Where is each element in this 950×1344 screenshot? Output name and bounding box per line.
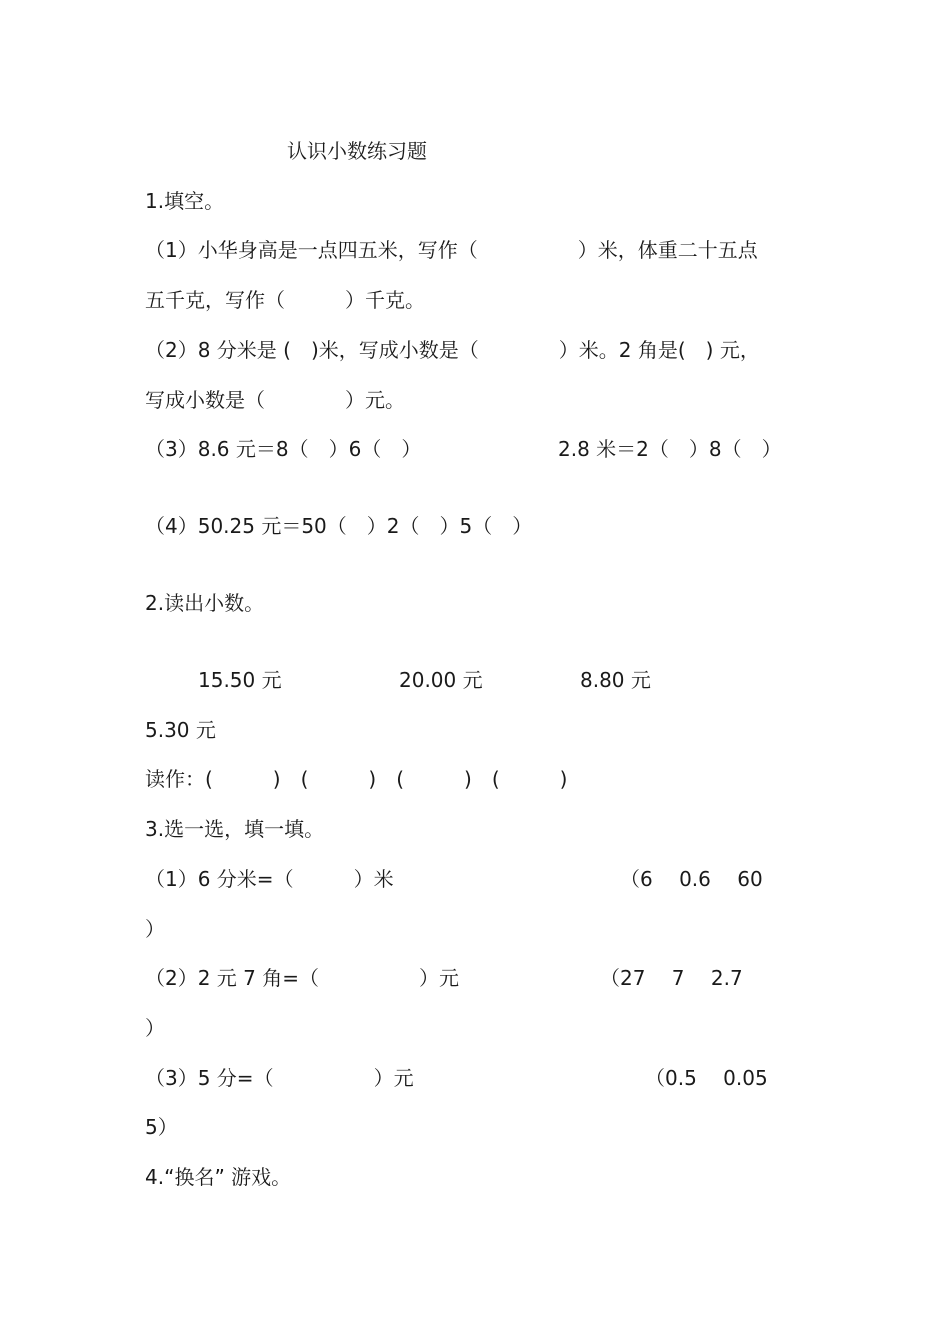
q2-read-line: 读作：( ) ( ) ( ) ( ) <box>145 767 568 791</box>
q2-decimal-3: 8.80 元 <box>580 668 651 692</box>
q3-item1-close: ） <box>145 917 165 941</box>
q1-item4: （4）50.25 元＝50（ ）2（ ）5（ ） <box>145 514 533 538</box>
q3-item2-close: ） <box>145 1016 165 1040</box>
q3-item3: （3）5 分=（ ）元 <box>145 1066 414 1090</box>
q3-item2: （2）2 元 7 角=（ ）元 <box>145 966 460 990</box>
q3-heading: 3.选一选，填一填。 <box>145 817 325 841</box>
q2-decimal-4: 5.30 元 <box>145 718 216 742</box>
q3-item3-close: 5） <box>145 1115 178 1139</box>
q1-item3-left: （3）8.6 元＝8（ ）6（ ） <box>145 437 422 461</box>
q1-item3-right: 2.8 米＝2（ ）8（ ） <box>558 437 782 461</box>
q3-item3-options: （0.5 0.05 <box>645 1066 768 1090</box>
q2-heading: 2.读出小数。 <box>145 591 265 615</box>
q2-decimal-2: 20.00 元 <box>399 668 483 692</box>
q3-item1: （1）6 分米=（ ）米 <box>145 867 394 891</box>
q3-item2-options: （27 7 2.7 <box>600 966 743 990</box>
q1-item2-line2: 写成小数是（ ）元。 <box>145 388 405 412</box>
q4-heading: 4.“换名” 游戏。 <box>145 1165 292 1189</box>
q1-item1-line1: （1）小华身高是一点四五米，写作（ ）米，体重二十五点 <box>145 238 758 262</box>
q1-item2-line1: （2）8 分米是 ( )米，写成小数是（ ）米。2 角是( ) 元， <box>145 338 760 362</box>
q3-item1-options: （6 0.6 60 <box>620 867 763 891</box>
q1-heading: 1.填空。 <box>145 189 225 213</box>
page-title: 认识小数练习题 <box>287 139 427 163</box>
q2-decimal-1: 15.50 元 <box>198 668 282 692</box>
q1-item1-line2: 五千克，写作（ ）千克。 <box>145 288 425 312</box>
